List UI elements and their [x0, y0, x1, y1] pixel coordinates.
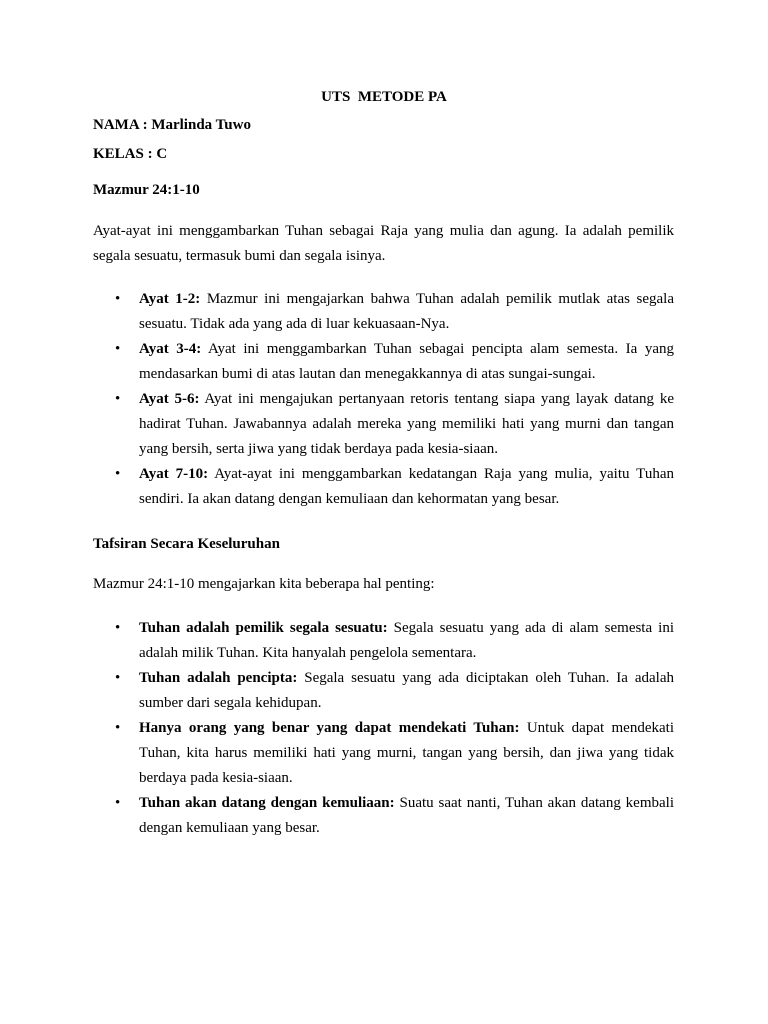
bullet-label: Ayat 5-6:: [139, 391, 200, 407]
bullet-icon: •: [115, 341, 121, 357]
list-item: [93, 791, 674, 841]
list-item: [93, 287, 674, 337]
bullet-label: Tuhan akan datang dengan kemuliaan:: [139, 795, 395, 811]
section-heading-mazmur: Mazmur 24:1-10: [93, 182, 200, 198]
bullet-text: Segala sesuatu yang ada di alam semesta ini adalah milik Tuhan. Kita hanyalah pengelola sementara.: [139, 620, 674, 661]
bullet-label: Tuhan adalah pencipta:: [139, 670, 298, 686]
bullet-icon: •: [115, 620, 121, 636]
bullet-text: Mazmur ini mengajarkan bahwa Tuhan adalah pemilik mutlak atas segala sesuatu. Tidak ada yang ada di luar kekuasaan-Nya.: [139, 291, 674, 332]
bullet-text: Segala sesuatu yang ada diciptakan oleh Tuhan. Ia adalah sumber dari segala kehidupan.: [139, 670, 674, 711]
bullet-text: Ayat ini mengajukan pertanyaan retoris tentang siapa yang layak datang ke hadirat Tuhan. Jawabannya adalah mereka yang memiliki hati yang murni dan tangan yang bersih, serta jiwa yang tidak berdaya pada kesia-siaan.: [139, 391, 674, 457]
bullet-icon: •: [115, 291, 121, 307]
bullet-text: Untuk dapat mendekati Tuhan, kita harus memiliki hati yang murni, tangan yang bersih, dan jiwa yang tidak berdaya pada kesia-siaan.: [139, 720, 674, 786]
bullet-text: Ayat-ayat ini menggambarkan kedatangan Raja yang mulia, yaitu Tuhan sendiri. Ia akan datang dengan kemuliaan dan kehormatan yang besar.: [139, 466, 674, 507]
list-item: [93, 666, 674, 716]
bullet-label: Hanya orang yang benar yang dapat mendekati Tuhan:: [139, 720, 520, 736]
bullet-icon: •: [115, 720, 121, 736]
list-item: [93, 616, 674, 666]
list-item: [93, 462, 674, 512]
bullet-text: Ayat ini menggambarkan Tuhan sebagai pencipta alam semesta. Ia yang mendasarkan bumi di atas lautan dan menegakkannya di atas sungai-sungai.: [139, 341, 674, 382]
student-class: KELAS : C: [93, 146, 168, 162]
section-intro-paragraph: Ayat-ayat ini menggambarkan Tuhan sebagai Raja yang mulia dan agung. Ia adalah pemilik segala sesuatu, termasuk bumi dan segala isinya.: [93, 223, 674, 264]
section-intro-paragraph: Mazmur 24:1-10 mengajarkan kita beberapa hal penting:: [93, 576, 435, 592]
list-item: [93, 337, 674, 387]
bullet-label: Ayat 7-10:: [139, 466, 209, 482]
interpretation-bullet-list: [93, 616, 674, 841]
bullet-icon: •: [115, 795, 121, 811]
student-name: NAMA : Marlinda Tuwo: [93, 117, 251, 133]
document-title: UTS METODE PA: [321, 89, 447, 105]
bullet-icon: •: [115, 466, 121, 482]
bullet-label: Ayat 3-4:: [139, 341, 202, 357]
bullet-text: Suatu saat nanti, Tuhan akan datang kembali dengan kemuliaan yang besar.: [139, 795, 674, 836]
list-item: [93, 716, 674, 791]
bullet-icon: •: [115, 391, 121, 407]
verse-bullet-list: [93, 287, 674, 512]
list-item: [93, 387, 674, 462]
bullet-label: Tuhan adalah pemilik segala sesuatu:: [139, 620, 388, 636]
bullet-icon: •: [115, 670, 121, 686]
section-heading-tafsiran: Tafsiran Secara Keseluruhan: [93, 536, 280, 552]
bullet-label: Ayat 1-2:: [139, 291, 201, 307]
